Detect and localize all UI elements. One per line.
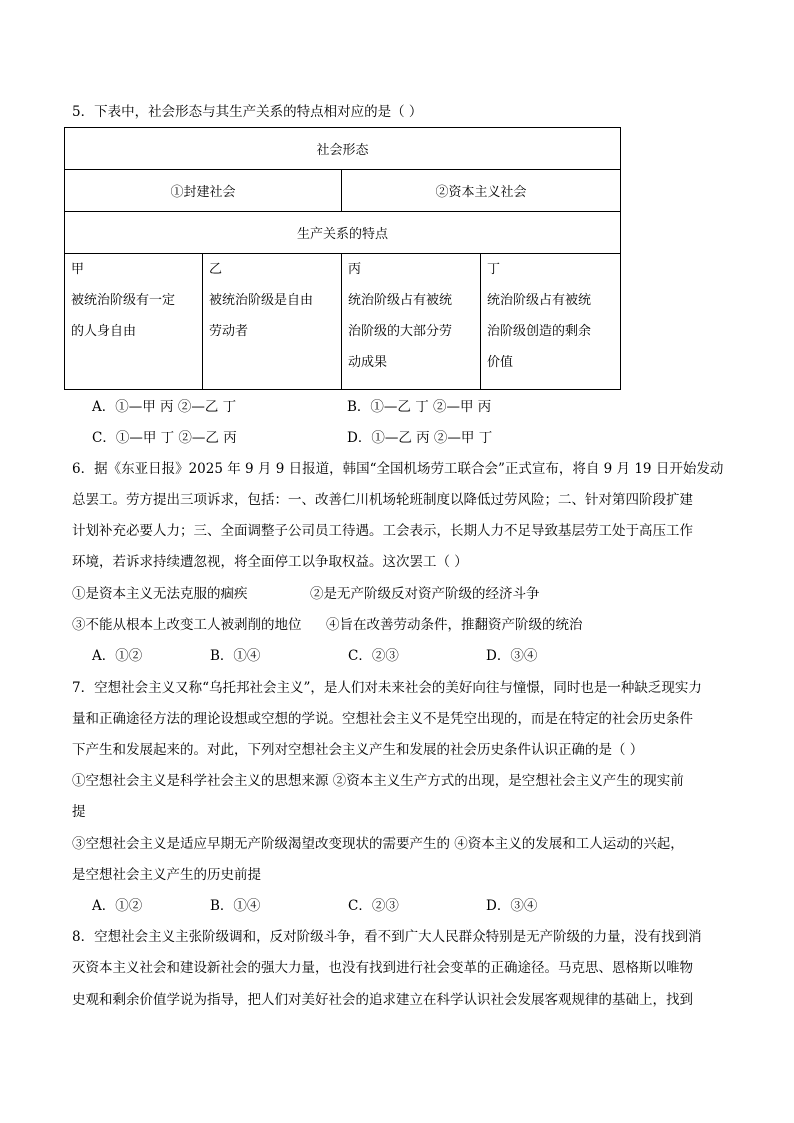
table-cell-feudal: ①封建社会 bbox=[65, 170, 342, 212]
q7-option-d[interactable]: D．③④ bbox=[486, 898, 538, 914]
q7-option-c[interactable]: C．②③ bbox=[348, 898, 399, 914]
table-cell-yi: 乙 被统治阶级是自由 劳动者 bbox=[203, 254, 342, 390]
q6-option-b[interactable]: B．①④ bbox=[210, 648, 261, 664]
q7-stem-line: 7．空想社会主义又称“乌托邦社会主义”，是人们对未来社会的美好向往与憧憬，同时也是一种缺乏现实力 bbox=[72, 680, 702, 696]
table-cell-ding: 丁 统治阶级占有被统 治阶级创造的剩余 价值 bbox=[481, 254, 621, 390]
q8-stem-line: 史观和剩余价值学说为指导，把人们对美好社会的追求建立在科学认识社会发展客观规律的基础上，找到 bbox=[72, 992, 693, 1008]
q5-option-c[interactable]: C．①—甲 丁 ②—乙 丙 bbox=[92, 430, 237, 446]
q5-option-a[interactable]: A．①—甲 丙 ②—乙 丁 bbox=[92, 399, 237, 415]
table-cell-jia: 甲 被统治阶级有一定 的人身自由 bbox=[65, 254, 203, 390]
q7-statement-line: ①空想社会主义是科学社会主义的思想来源 ②资本主义生产方式的出现，是空想社会主义产生的现实前 bbox=[72, 773, 684, 789]
q6-stem-line: 计划补充必要人力；三、全面调整子公司员工待遇。工会表示，长期人力不足导致基层劳工处于高压工作 bbox=[72, 523, 693, 539]
q8-stem-line: 灭资本主义社会和建设新社会的强大力量，也没有找到进行社会变革的正确途径。马克思、恩格斯以唯物 bbox=[72, 960, 693, 976]
q7-statement-line: 是空想社会主义产生的历史前提 bbox=[72, 867, 261, 883]
q6-option-c[interactable]: C．②③ bbox=[348, 648, 399, 664]
q8-stem-line: 8．空想社会主义主张阶级调和，反对阶级斗争，看不到广大人民群众特别是无产阶级的力量，没有找到消 bbox=[72, 929, 702, 945]
q5-option-d[interactable]: D．①—乙 丙 ②—甲 丁 bbox=[347, 430, 493, 446]
q7-stem-line: 下产生和发展起来的。对此，下列对空想社会主义产生和发展的社会历史条件认识正确的是（ ） bbox=[72, 742, 644, 758]
q6-statement-1: ①是资本主义无法克服的痼疾 bbox=[72, 586, 248, 602]
q6-option-d[interactable]: D．③④ bbox=[486, 648, 538, 664]
table-cell-capitalist: ②资本主义社会 bbox=[342, 170, 621, 212]
q6-option-a[interactable]: A．①② bbox=[92, 648, 143, 664]
q5-option-b[interactable]: B．①—乙 丁 ②—甲 丙 bbox=[347, 399, 492, 415]
table-header-social-form: 社会形态 bbox=[65, 128, 621, 170]
q6-stem-line: 环境，若诉求持续遭忽视，将全面停工以争取权益。这次罢工（ ） bbox=[72, 554, 468, 570]
table-header-relations: 生产关系的特点 bbox=[65, 212, 621, 254]
q6-statement-4: ④旨在改善劳动条件，推翻资产阶级的统治 bbox=[326, 617, 583, 633]
q7-statement-line: ③空想社会主义是适应早期无产阶级渴望改变现状的需要产生的 ④资本主义的发展和工人运动的兴起， bbox=[72, 836, 684, 852]
q6-statement-2: ②是无产阶级反对资产阶级的经济斗争 bbox=[310, 586, 540, 602]
q7-statement-line: 提 bbox=[72, 804, 86, 820]
q6-stem-line: 6．据《东亚日报》2025 年 9 月 9 日报道，韩国“全国机场劳工联合会”正式宣布，将自 9 月 19 日开始发动 bbox=[72, 461, 724, 477]
table-cell-bing: 丙 统治阶级占有被统 治阶级的大部分劳 动成果 bbox=[342, 254, 481, 390]
q6-statement-3: ③不能从根本上改变工人被剥削的地位 bbox=[72, 617, 302, 633]
q7-option-b[interactable]: B．①④ bbox=[210, 898, 261, 914]
q5-stem: 5．下表中，社会形态与其生产关系的特点相对应的是（ ） bbox=[72, 104, 423, 120]
q5-table bbox=[64, 127, 621, 390]
q7-stem-line: 量和正确途径方法的理论设想或空想的学说。空想社会主义不是凭空出现的，而是在特定的社会历史条件 bbox=[72, 711, 693, 727]
q6-stem-line: 总罢工。劳方提出三项诉求，包括：一、改善仁川机场轮班制度以降低过劳风险；二、针对第四阶段扩建 bbox=[72, 492, 693, 508]
q7-option-a[interactable]: A．①② bbox=[92, 898, 143, 914]
